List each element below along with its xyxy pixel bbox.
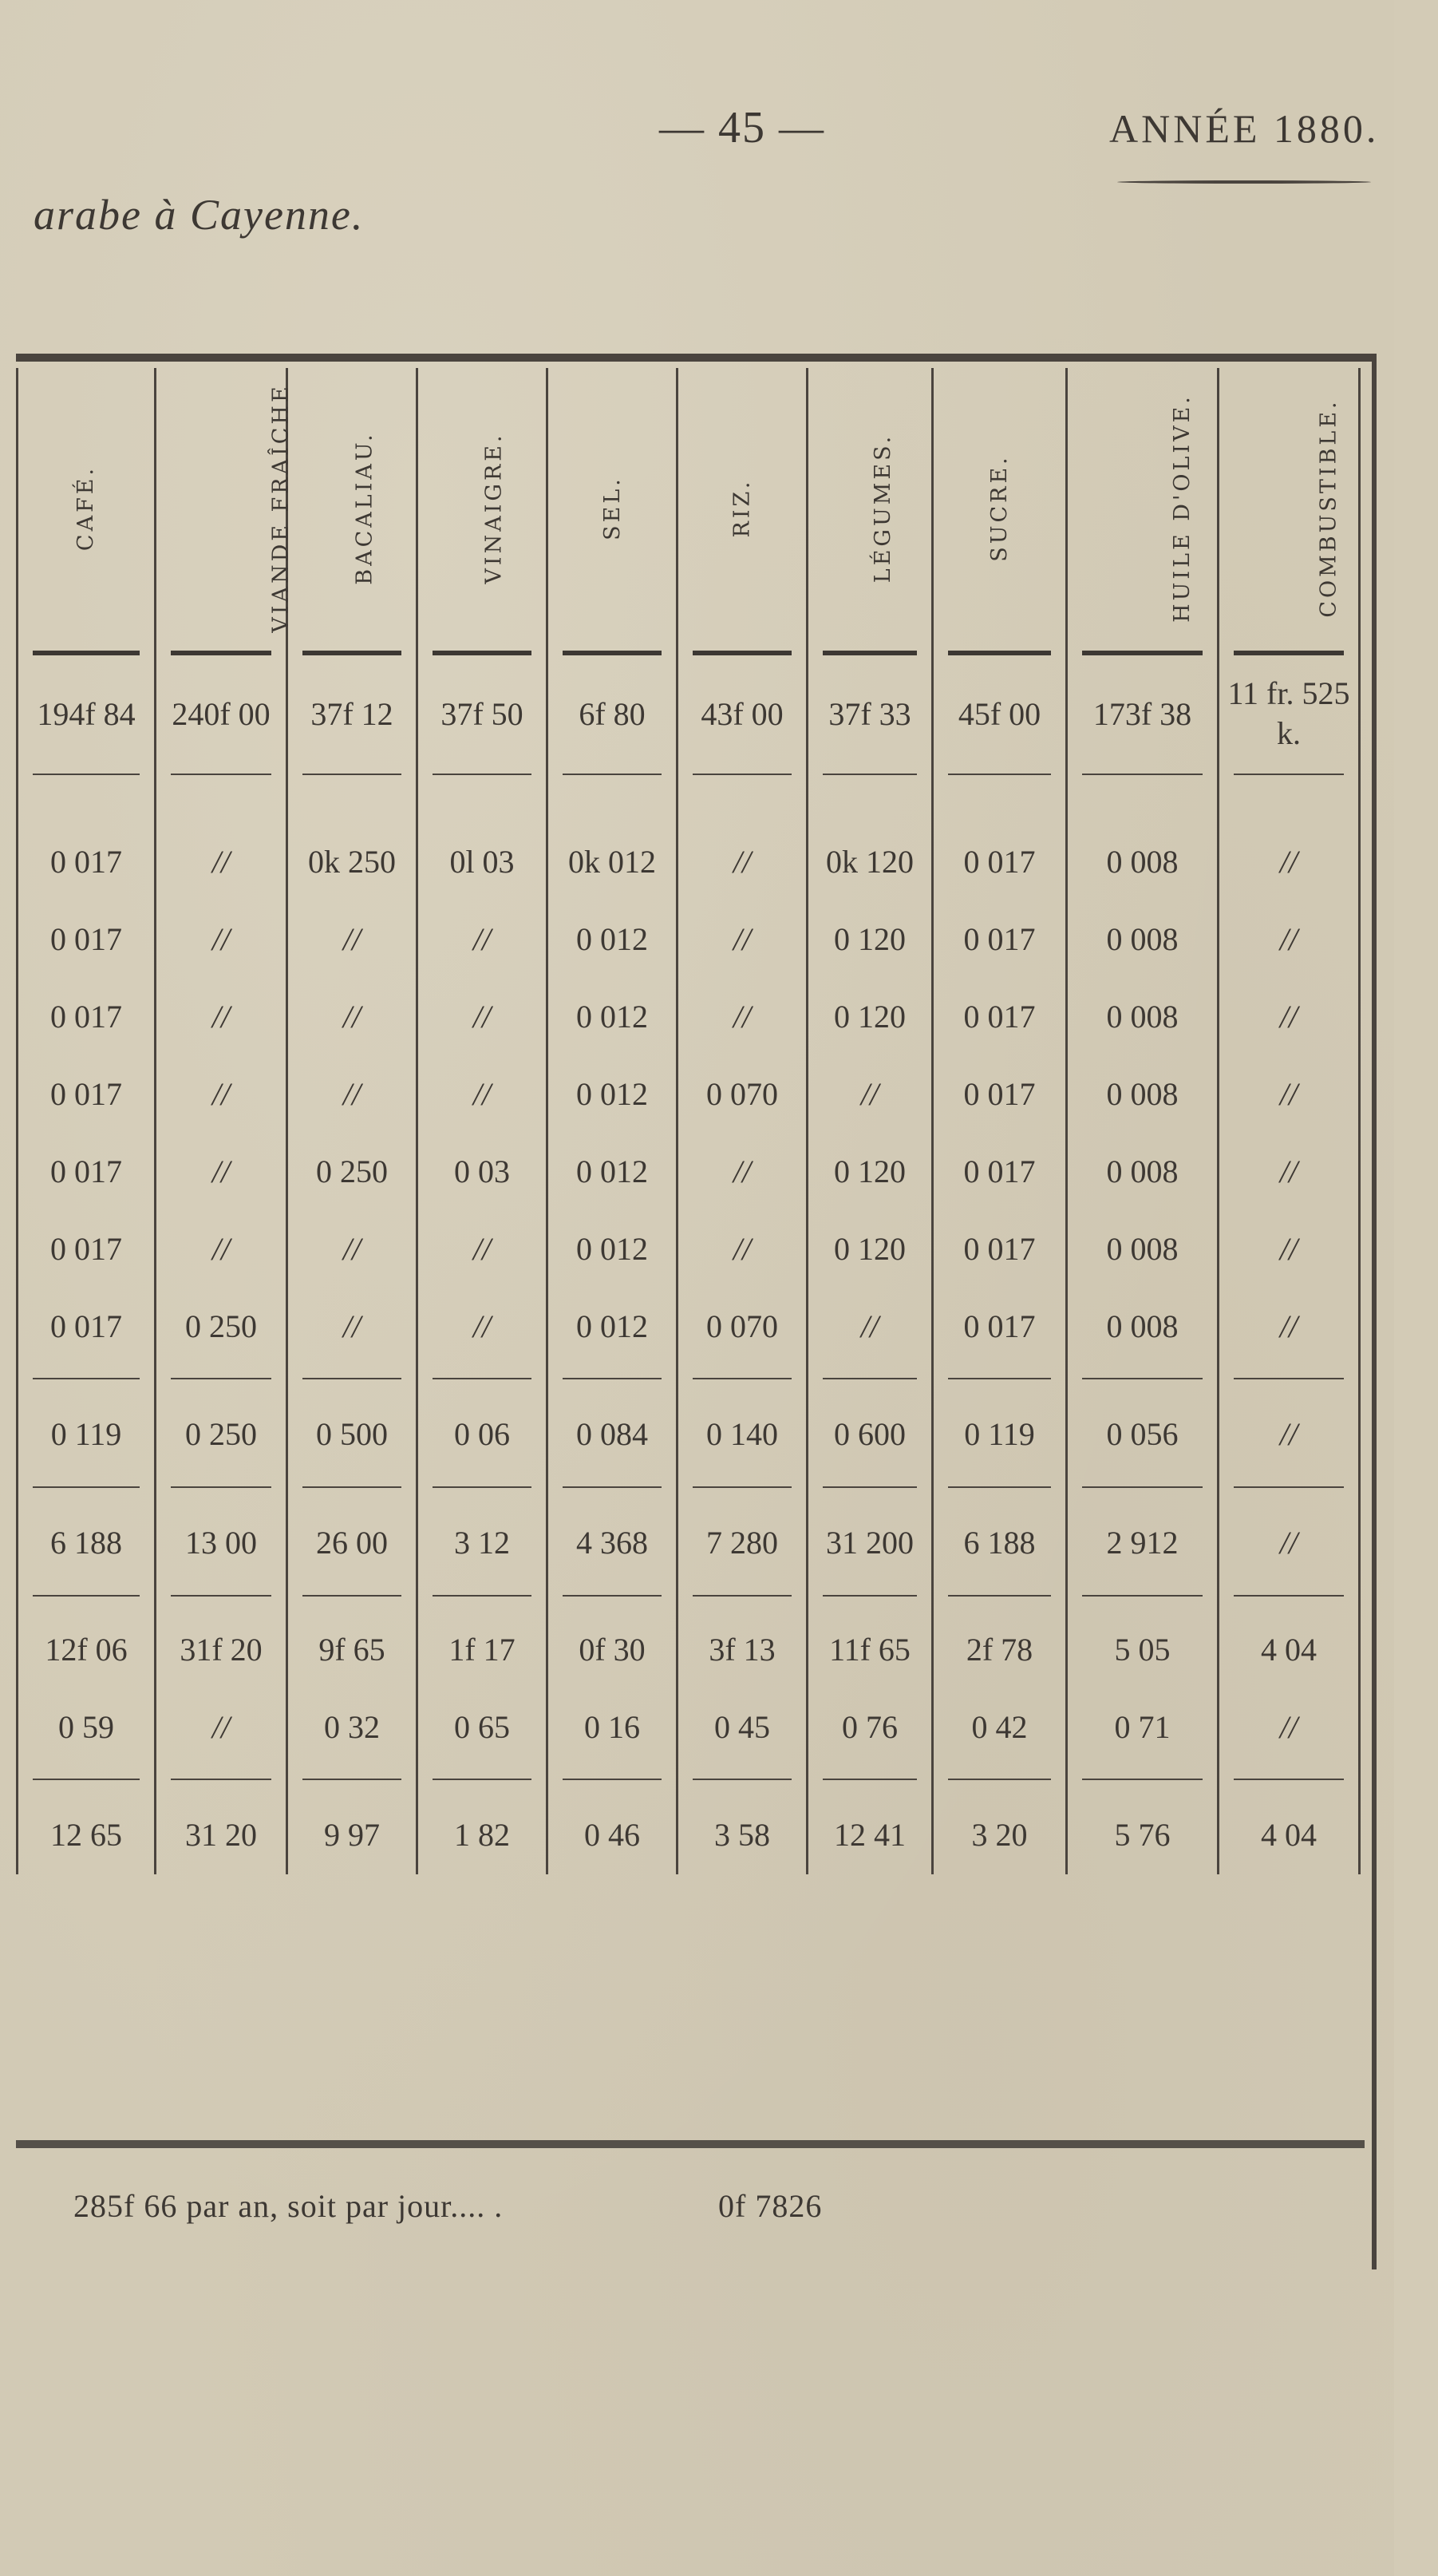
table-cell: 0 500 bbox=[287, 1394, 417, 1474]
table-cell: 0 008 bbox=[1067, 900, 1219, 978]
table-cell: // bbox=[1219, 1394, 1360, 1474]
table-cell: 0 45 bbox=[678, 1688, 808, 1766]
table-cell: 26 00 bbox=[287, 1502, 417, 1582]
table-cell: 7 280 bbox=[678, 1502, 808, 1582]
table-rule bbox=[287, 1365, 417, 1394]
table-row bbox=[18, 1055, 1360, 1133]
table-cell: // bbox=[287, 978, 417, 1055]
table-cell: 43f 00 bbox=[678, 667, 808, 761]
table-rule bbox=[18, 1766, 156, 1794]
table-cell: 2 912 bbox=[1067, 1502, 1219, 1582]
table-cell: 0 71 bbox=[1067, 1688, 1219, 1766]
table-cell: 31f 20 bbox=[156, 1611, 287, 1688]
column-header bbox=[417, 368, 547, 639]
extra-cost-row bbox=[18, 1688, 1360, 1766]
table-rule bbox=[1067, 1766, 1219, 1794]
table-cell: 0k 250 bbox=[287, 823, 417, 900]
table-cell: 0 012 bbox=[547, 978, 678, 1055]
table-rule bbox=[417, 761, 547, 789]
table-rule bbox=[547, 789, 678, 823]
weekly-separator bbox=[18, 1474, 1360, 1502]
table-cell: // bbox=[417, 1210, 547, 1288]
column-header bbox=[18, 368, 156, 639]
column-header-label: CAFÉ. bbox=[73, 465, 99, 551]
table-cell: 0 119 bbox=[18, 1394, 156, 1474]
table-cell: 12 65 bbox=[18, 1794, 156, 1874]
column-header-label: SEL. bbox=[599, 475, 625, 540]
cost-separator bbox=[18, 1766, 1360, 1794]
table-cell: 0 012 bbox=[547, 1133, 678, 1210]
table-cell: 0f 30 bbox=[547, 1611, 678, 1688]
table-rule bbox=[18, 1474, 156, 1502]
column-header-label: RIZ. bbox=[729, 478, 755, 537]
table-rule bbox=[156, 789, 287, 823]
table-row bbox=[18, 900, 1360, 978]
table-cell: 0 017 bbox=[18, 823, 156, 900]
table-cell: // bbox=[156, 1055, 287, 1133]
table-top-border bbox=[16, 354, 1377, 362]
table-cell: 240f 00 bbox=[156, 667, 287, 761]
table-cell: // bbox=[1219, 1688, 1360, 1766]
column-header-label: BACALIAU. bbox=[352, 430, 377, 585]
table-rule bbox=[287, 639, 417, 667]
table-cell: // bbox=[156, 1210, 287, 1288]
table-cell: 13 00 bbox=[156, 1502, 287, 1582]
table-rule bbox=[417, 1766, 547, 1794]
table-rule bbox=[678, 1474, 808, 1502]
table-rule bbox=[933, 1766, 1067, 1794]
table-cell: 0 070 bbox=[678, 1055, 808, 1133]
table-cell: 0 59 bbox=[18, 1688, 156, 1766]
table-cell: 0 056 bbox=[1067, 1394, 1219, 1474]
table-cell: 0 070 bbox=[678, 1288, 808, 1365]
table-rule bbox=[808, 1582, 933, 1611]
table-cell: 173f 38 bbox=[1067, 667, 1219, 761]
table-rule bbox=[287, 1766, 417, 1794]
column-header bbox=[547, 368, 678, 639]
table-rule bbox=[808, 761, 933, 789]
table-cell: 0 008 bbox=[1067, 823, 1219, 900]
table-rule bbox=[417, 1365, 547, 1394]
annual-total-note: 285f 66 par an, soit par jour.... . bbox=[73, 2188, 504, 2224]
table-cell: // bbox=[287, 1210, 417, 1288]
table-rule bbox=[1067, 1582, 1219, 1611]
table-rule bbox=[417, 639, 547, 667]
table-rule bbox=[1067, 639, 1219, 667]
table-cell: 1f 17 bbox=[417, 1611, 547, 1688]
table-rule bbox=[18, 1365, 156, 1394]
table-rule bbox=[547, 761, 678, 789]
column-header-label: VINAIGRE. bbox=[481, 431, 507, 584]
table-cell: 0 250 bbox=[287, 1133, 417, 1210]
table-rule bbox=[1067, 1365, 1219, 1394]
table-cell: 5 05 bbox=[1067, 1611, 1219, 1688]
table-rule bbox=[287, 789, 417, 823]
table-rule bbox=[547, 639, 678, 667]
table-cell: 0 012 bbox=[547, 900, 678, 978]
table-rule bbox=[547, 1766, 678, 1794]
table-cell: 4 368 bbox=[547, 1502, 678, 1582]
table-rule bbox=[678, 789, 808, 823]
table-rule bbox=[417, 789, 547, 823]
table-cell: // bbox=[678, 823, 808, 900]
table-cell: 0 250 bbox=[156, 1394, 287, 1474]
table-cell: 0 017 bbox=[933, 823, 1067, 900]
table-rule bbox=[678, 639, 808, 667]
ration-table bbox=[16, 354, 1377, 2148]
header-separator bbox=[18, 639, 1360, 667]
page-number: — 45 — bbox=[659, 103, 825, 152]
table-cell: 0 017 bbox=[933, 1055, 1067, 1133]
table-cell: 0 008 bbox=[1067, 1210, 1219, 1288]
table-cell: // bbox=[156, 900, 287, 978]
table-cell: // bbox=[287, 1288, 417, 1365]
table-cell: 37f 33 bbox=[808, 667, 933, 761]
table-cell: 0 012 bbox=[547, 1288, 678, 1365]
table-rule bbox=[808, 1365, 933, 1394]
table-cell: 0 008 bbox=[1067, 1055, 1219, 1133]
table-cell: 12 41 bbox=[808, 1794, 933, 1874]
table-rule bbox=[933, 639, 1067, 667]
table-cell: 0 008 bbox=[1067, 1133, 1219, 1210]
table-row bbox=[18, 1210, 1360, 1288]
table-cell: 11f 65 bbox=[808, 1611, 933, 1688]
ration-grid bbox=[16, 368, 1361, 1874]
table-rule bbox=[156, 761, 287, 789]
table-rule bbox=[678, 1582, 808, 1611]
weekly-total-row bbox=[18, 1394, 1360, 1474]
table-cell: // bbox=[1219, 1288, 1360, 1365]
table-rule bbox=[1219, 639, 1360, 667]
table-cell: 0 017 bbox=[18, 1288, 156, 1365]
column-header-label: HUILE D'OLIVE. bbox=[1169, 393, 1195, 623]
table-cell: 0 017 bbox=[933, 1288, 1067, 1365]
table-cell: 0 76 bbox=[808, 1688, 933, 1766]
table-cell: 0 42 bbox=[933, 1688, 1067, 1766]
daily-cost-value: 0f 7826 bbox=[718, 2188, 823, 2224]
table-cell: // bbox=[1219, 823, 1360, 900]
annual-separator bbox=[18, 1582, 1360, 1611]
table-cell: 0 600 bbox=[808, 1394, 933, 1474]
table-cell: 0 32 bbox=[287, 1688, 417, 1766]
table-rule bbox=[156, 639, 287, 667]
table-cell: 0 084 bbox=[547, 1394, 678, 1474]
table-cell: 5 76 bbox=[1067, 1794, 1219, 1874]
table-cell: 0 012 bbox=[547, 1210, 678, 1288]
annual-total-row bbox=[18, 1502, 1360, 1582]
table-rule bbox=[1219, 1365, 1360, 1394]
table-rule bbox=[287, 1582, 417, 1611]
table-cell: 0k 120 bbox=[808, 823, 933, 900]
table-cell: 45f 00 bbox=[933, 667, 1067, 761]
column-header-label: VIANDE FRAÎCHE bbox=[268, 382, 294, 633]
table-cell: 9 97 bbox=[287, 1794, 417, 1874]
column-header-label: COMBUSTIBLE. bbox=[1316, 398, 1341, 618]
table-cell: // bbox=[808, 1288, 933, 1365]
table-cell: 3f 13 bbox=[678, 1611, 808, 1688]
table-cell: 11 fr. 525 k. bbox=[1219, 667, 1360, 761]
table-cell: 0 017 bbox=[18, 978, 156, 1055]
table-cell: // bbox=[678, 1133, 808, 1210]
table-rule bbox=[547, 1474, 678, 1502]
table-rule bbox=[808, 1474, 933, 1502]
table-cell: 0 06 bbox=[417, 1394, 547, 1474]
table-cell: 0 017 bbox=[18, 900, 156, 978]
table-rule bbox=[678, 1766, 808, 1794]
table-cell: // bbox=[1219, 1502, 1360, 1582]
table-cell: 12f 06 bbox=[18, 1611, 156, 1688]
table-cell: 0 008 bbox=[1067, 1288, 1219, 1365]
table-cell: // bbox=[1219, 1055, 1360, 1133]
table-cell: 0 65 bbox=[417, 1688, 547, 1766]
table-rule bbox=[156, 1582, 287, 1611]
table-cell: 0 017 bbox=[933, 1133, 1067, 1210]
table-rule bbox=[678, 1365, 808, 1394]
table-cell: 0 012 bbox=[547, 1055, 678, 1133]
table-rule bbox=[1219, 1766, 1360, 1794]
table-cell: 3 58 bbox=[678, 1794, 808, 1874]
table-cell: // bbox=[156, 1133, 287, 1210]
table-rule bbox=[933, 1474, 1067, 1502]
table-rule bbox=[678, 761, 808, 789]
table-cell: // bbox=[287, 1055, 417, 1133]
table-rule bbox=[18, 789, 156, 823]
table-cell: // bbox=[1219, 1210, 1360, 1288]
table-row bbox=[18, 978, 1360, 1055]
table-rule bbox=[933, 761, 1067, 789]
table-rule bbox=[417, 1474, 547, 1502]
table-cell: 0 017 bbox=[18, 1210, 156, 1288]
table-cell: 0 250 bbox=[156, 1288, 287, 1365]
table-cell: 3 12 bbox=[417, 1502, 547, 1582]
table-row bbox=[18, 823, 1360, 900]
column-header-label: LÉGUMES. bbox=[871, 433, 896, 583]
table-cell: 0 017 bbox=[933, 978, 1067, 1055]
table-cell: // bbox=[417, 978, 547, 1055]
table-cell: // bbox=[156, 823, 287, 900]
table-cell: 0 017 bbox=[18, 1055, 156, 1133]
table-rule bbox=[808, 639, 933, 667]
table-cell: // bbox=[678, 1210, 808, 1288]
table-rule bbox=[156, 1766, 287, 1794]
table-rule bbox=[1067, 789, 1219, 823]
table-cell: 0l 03 bbox=[417, 823, 547, 900]
table-cell: 0 120 bbox=[808, 1210, 933, 1288]
table-cell: 0 017 bbox=[933, 1210, 1067, 1288]
ration-separator bbox=[18, 1365, 1360, 1394]
table-cell: 0 16 bbox=[547, 1688, 678, 1766]
table-rule bbox=[156, 1365, 287, 1394]
table-rule bbox=[933, 789, 1067, 823]
table-cell: 0 120 bbox=[808, 1133, 933, 1210]
table-cell: 6f 80 bbox=[547, 667, 678, 761]
year-heading: ANNÉE 1880. bbox=[1109, 106, 1380, 151]
table-rule bbox=[547, 1365, 678, 1394]
table-cell: 0 46 bbox=[547, 1794, 678, 1874]
table-rule bbox=[808, 1766, 933, 1794]
table-rule bbox=[933, 1365, 1067, 1394]
table-rule bbox=[1067, 761, 1219, 789]
table-rule bbox=[156, 1474, 287, 1502]
table-bottom-border bbox=[16, 2140, 1365, 2148]
table-rule bbox=[933, 1582, 1067, 1611]
table-rule bbox=[1219, 1474, 1360, 1502]
table-rule bbox=[808, 789, 933, 823]
table-cell: // bbox=[417, 900, 547, 978]
table-rule bbox=[417, 1582, 547, 1611]
table-cell: 6 188 bbox=[18, 1502, 156, 1582]
price-separator bbox=[18, 761, 1360, 789]
table-rule bbox=[18, 1582, 156, 1611]
table-cell: 9f 65 bbox=[287, 1611, 417, 1688]
column-header bbox=[933, 368, 1067, 639]
table-cell: 194f 84 bbox=[18, 667, 156, 761]
table-cell: // bbox=[1219, 900, 1360, 978]
column-header bbox=[808, 368, 933, 639]
table-cell: 0 017 bbox=[933, 900, 1067, 978]
price-row bbox=[18, 667, 1360, 761]
page-subtitle: arabe à Cayenne. bbox=[34, 191, 365, 239]
table-cell: // bbox=[1219, 1133, 1360, 1210]
table-cell: 0k 012 bbox=[547, 823, 678, 900]
table-cell: // bbox=[1219, 978, 1360, 1055]
table-rule bbox=[1219, 789, 1360, 823]
table-rule bbox=[1219, 1582, 1360, 1611]
table-rule bbox=[18, 761, 156, 789]
table-cell: // bbox=[417, 1055, 547, 1133]
year-underline bbox=[1117, 180, 1371, 184]
final-total-row bbox=[18, 1794, 1360, 1874]
table-rule bbox=[287, 761, 417, 789]
table-cell: 31 200 bbox=[808, 1502, 933, 1582]
table-cell: 0 140 bbox=[678, 1394, 808, 1474]
table-cell: 4 04 bbox=[1219, 1794, 1360, 1874]
table-cell: // bbox=[417, 1288, 547, 1365]
column-header bbox=[678, 368, 808, 639]
spacer-row bbox=[18, 789, 1360, 823]
column-header bbox=[1219, 368, 1360, 639]
table-cell: 2f 78 bbox=[933, 1611, 1067, 1688]
table-rule bbox=[547, 1582, 678, 1611]
table-cell: 1 82 bbox=[417, 1794, 547, 1874]
table-row bbox=[18, 1288, 1360, 1365]
table-cell: // bbox=[808, 1055, 933, 1133]
table-cell: // bbox=[156, 1688, 287, 1766]
table-cell: 0 008 bbox=[1067, 978, 1219, 1055]
header-row bbox=[18, 368, 1360, 639]
table-rule bbox=[287, 1474, 417, 1502]
table-cell: // bbox=[287, 900, 417, 978]
table-cell: 6 188 bbox=[933, 1502, 1067, 1582]
column-header bbox=[156, 368, 294, 639]
cost-row bbox=[18, 1611, 1360, 1688]
table-rule bbox=[18, 639, 156, 667]
table-cell: 0 120 bbox=[808, 978, 933, 1055]
table-cell: // bbox=[156, 978, 287, 1055]
table-cell: // bbox=[678, 900, 808, 978]
table-cell: 3 20 bbox=[933, 1794, 1067, 1874]
table-rule bbox=[1219, 761, 1360, 789]
table-cell: 31 20 bbox=[156, 1794, 287, 1874]
table-cell: 37f 50 bbox=[417, 667, 547, 761]
table-cell: 0 120 bbox=[808, 900, 933, 978]
column-header-label: SUCRE. bbox=[987, 453, 1012, 562]
table-cell: 0 017 bbox=[18, 1133, 156, 1210]
table-row bbox=[18, 1133, 1360, 1210]
column-header bbox=[1067, 368, 1219, 639]
column-header bbox=[287, 368, 417, 639]
table-cell: 37f 12 bbox=[287, 667, 417, 761]
table-cell: 4 04 bbox=[1219, 1611, 1360, 1688]
table-rule bbox=[1067, 1474, 1219, 1502]
table-right-border bbox=[1372, 354, 1377, 2269]
table-cell: 0 119 bbox=[933, 1394, 1067, 1474]
table-cell: // bbox=[678, 978, 808, 1055]
table-cell: 0 03 bbox=[417, 1133, 547, 1210]
